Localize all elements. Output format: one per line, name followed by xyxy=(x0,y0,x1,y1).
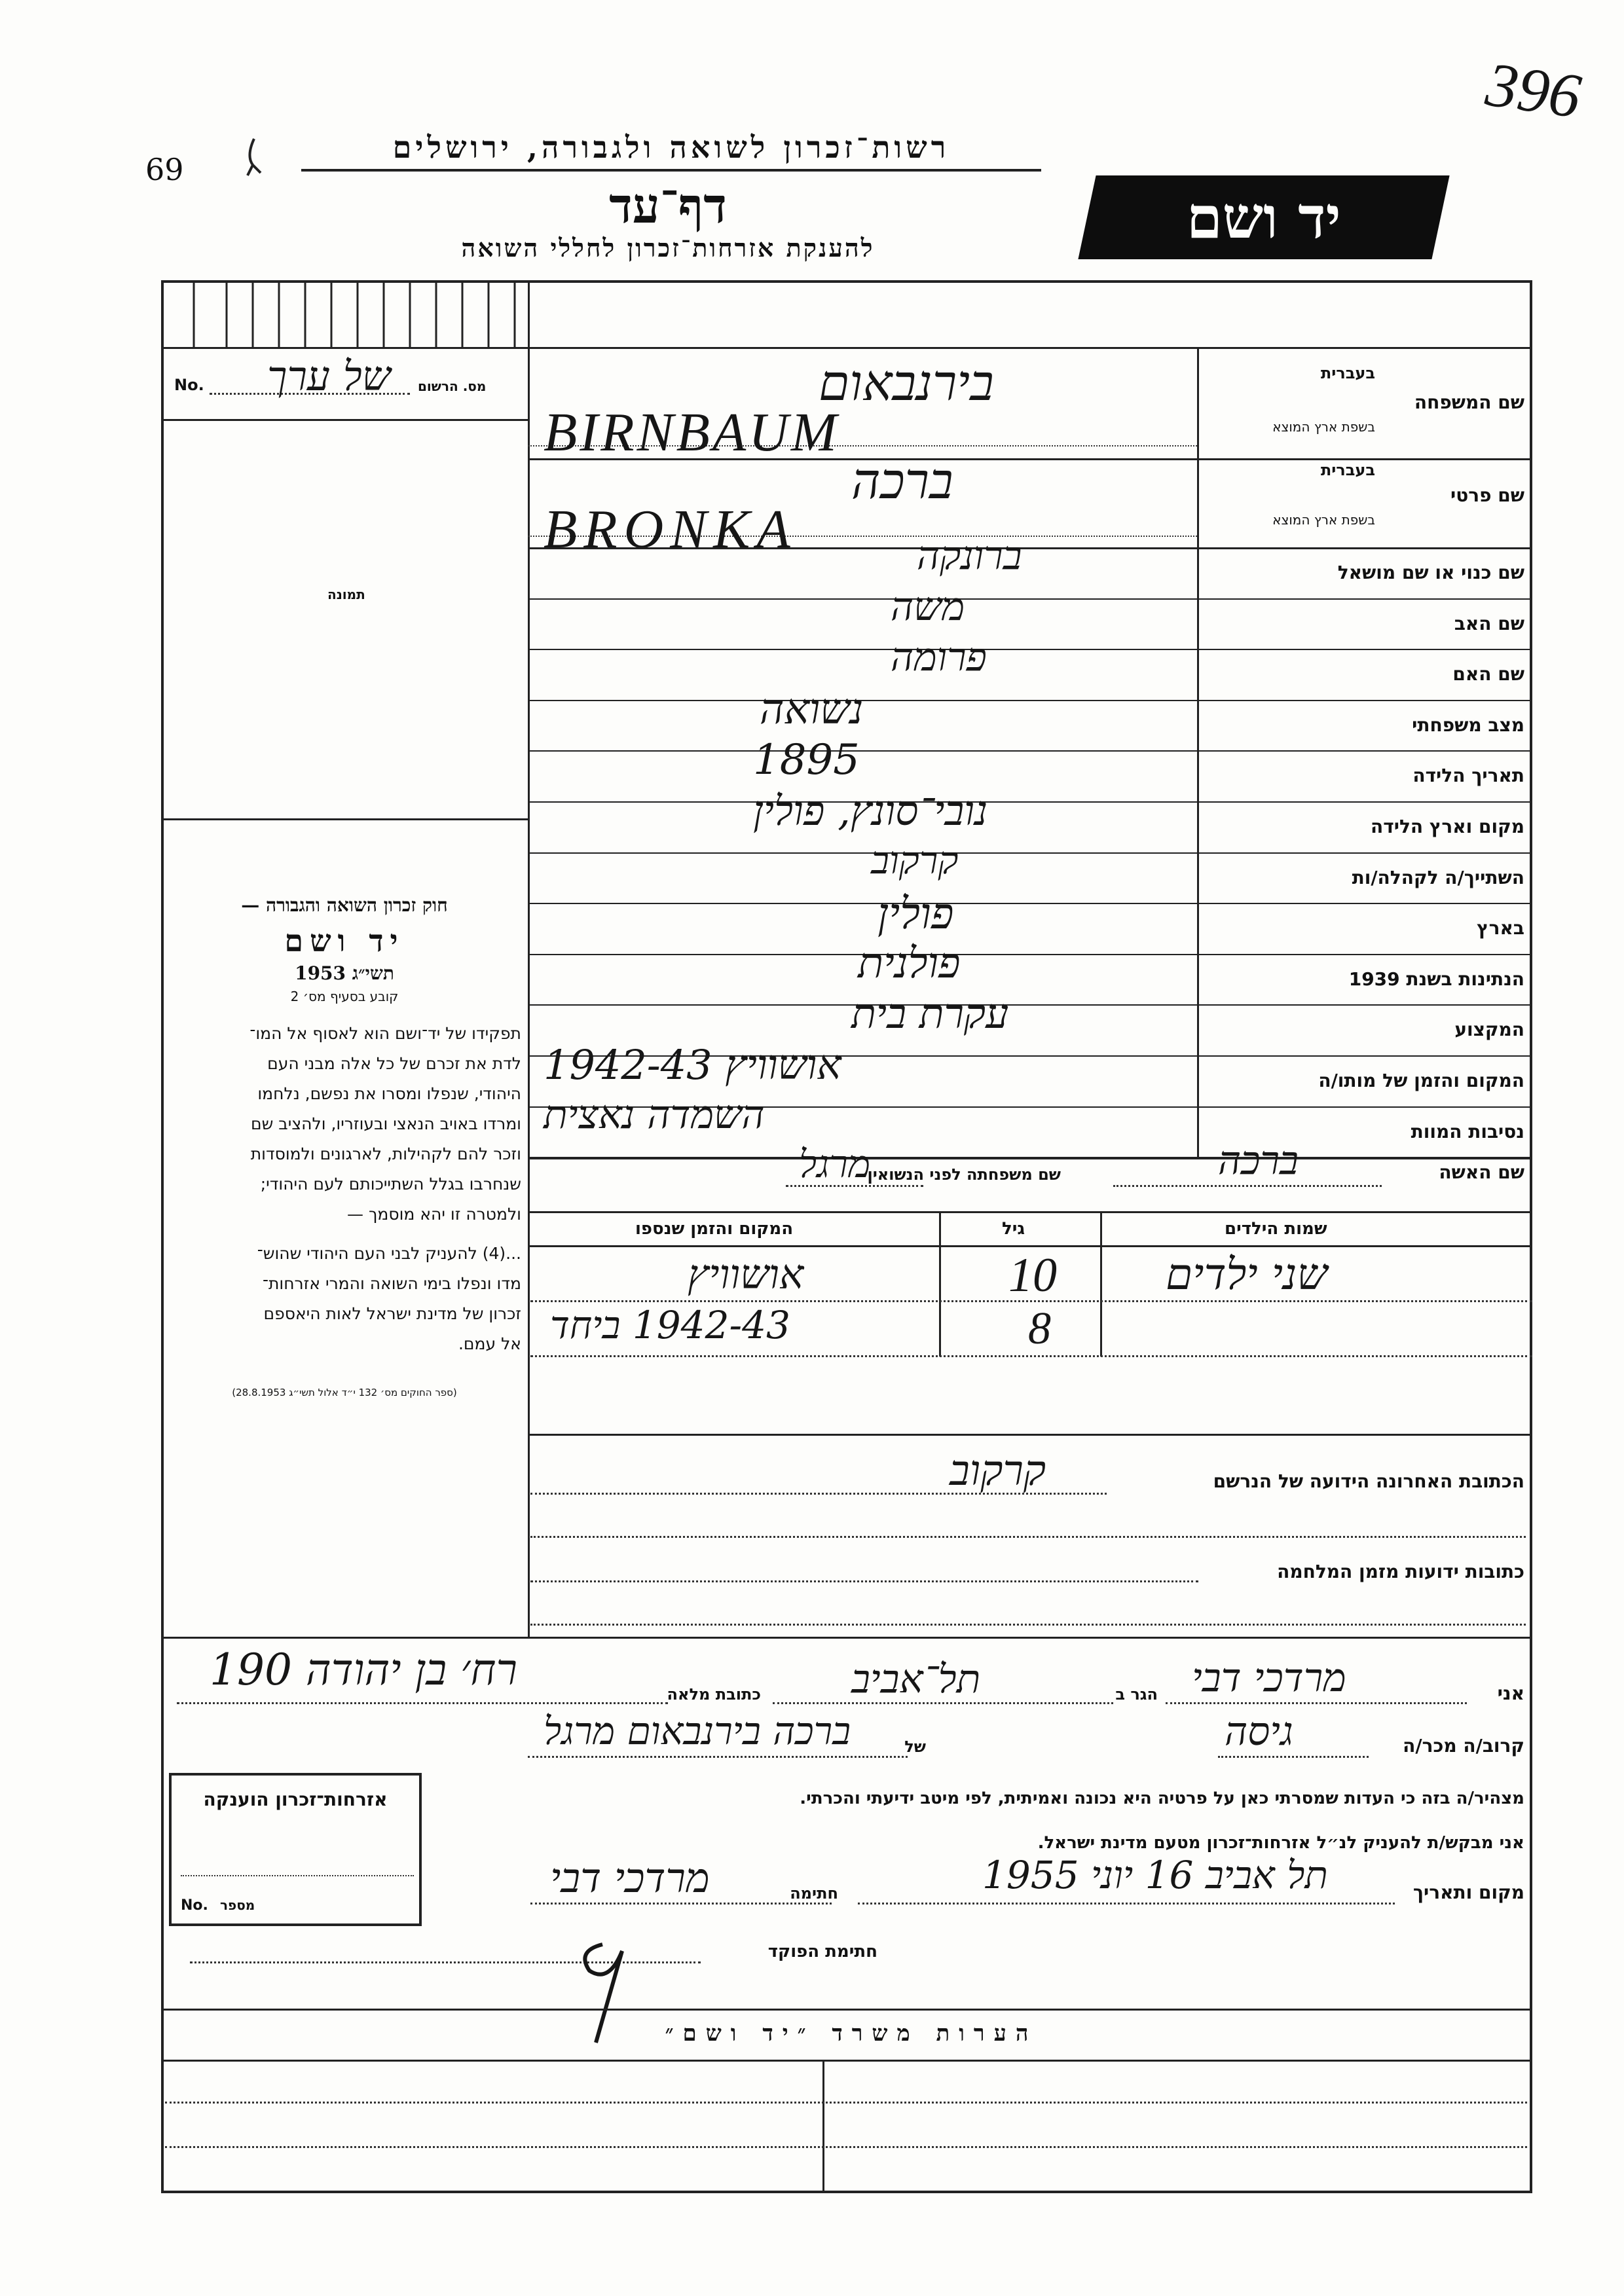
law-line: מדו ונפלו בימי השואה והמרי אזרחות־ xyxy=(262,1274,521,1293)
photo-label: תמונה xyxy=(327,587,365,602)
declarant-name: מרדכי דבי xyxy=(1192,1655,1346,1701)
law-line: ולמטרה זו יהא מוסמך — xyxy=(347,1205,521,1224)
row-value: נשואה xyxy=(760,685,864,734)
place-date-value: תל אביב 16 יוני 1955 xyxy=(982,1853,1328,1897)
form-subtitle: להענקת אזרחות־זכרון לחללי השואה xyxy=(461,233,875,263)
declarant-i-label: אני xyxy=(1497,1683,1524,1704)
row-label: הנתינות בשנת 1939 xyxy=(1348,968,1524,990)
stamp-mark-icon xyxy=(241,136,267,179)
law-block xyxy=(168,894,521,1398)
spouse-label: שם האשה xyxy=(1439,1161,1524,1183)
top-right-number: 396 xyxy=(1482,48,1585,132)
children-header-names: שמות הילדים xyxy=(1225,1219,1327,1239)
row-value: אושוויץ 1942-43 xyxy=(544,1041,841,1089)
signature-label: חתימה xyxy=(790,1884,838,1903)
citizenship-box xyxy=(169,1773,422,1926)
declarant-address: רח׳ בן יהודה 190 xyxy=(210,1645,517,1695)
spouse-maiden-value: מרגל xyxy=(799,1142,871,1186)
declarant-of-label: של xyxy=(904,1738,926,1756)
field-sub-hebrew: בעברית xyxy=(1320,461,1375,479)
row-value: פולין xyxy=(877,888,954,939)
family-name-hebrew: בירנבאום xyxy=(819,354,994,412)
declarant-city: תל־אביב xyxy=(851,1656,981,1702)
row-label: המקום והזמן של מותו/ה xyxy=(1318,1070,1524,1091)
declaration-text: מצהיר/ה בזה כי העדות שמסרתי כאן על פרטיה היא נכונה ואמיתית, לפי מיטב ידיעתי והכרתי. xyxy=(800,1789,1524,1808)
row-label: מצב משפחתי xyxy=(1412,714,1524,736)
last-address-label: הכתובת האחרונה הידועה של הנרשם xyxy=(1213,1470,1524,1492)
declarant-relation: גיסה xyxy=(1225,1709,1293,1755)
law-line: לדת את זכרם של כל אלה מבני העם xyxy=(267,1054,521,1073)
spouse-value: ברכה xyxy=(1218,1138,1299,1184)
row-label: שם כנוי או שם מושאל xyxy=(1337,562,1524,583)
citizenship-number-label: מספר xyxy=(220,1897,255,1913)
row-label: נסיבות המוות xyxy=(1411,1120,1524,1142)
law-line: זכרון של מדינת ישראל לאות היאספם xyxy=(263,1304,521,1323)
citizenship-no-label: No. xyxy=(181,1897,208,1914)
citizenship-box-title: אזרחות־זכרון הוענקה xyxy=(203,1789,388,1810)
declarant-of-value: ברכה בירנבאום מרגל xyxy=(544,1709,851,1753)
row-value: פרומה xyxy=(891,634,987,681)
children-place: אושוויץ xyxy=(688,1250,804,1298)
row-value: פולנית xyxy=(858,939,961,988)
field-sub-origin: בשפת ארץ המוצא xyxy=(1272,512,1375,528)
first-name-hebrew: ברכה xyxy=(851,452,953,510)
declarant-relation-label: קרוב/ה מכר/ה xyxy=(1403,1735,1524,1757)
field-sub-origin: בשפת ארץ המוצא xyxy=(1272,419,1375,435)
law-footnote: (ספר החוקים מס׳ 132 י״ד אלול תשי״ג 28.8.1953) xyxy=(232,1387,457,1398)
field-label-first-name: שם פרטי xyxy=(1450,484,1524,506)
row-value: השמדה נאצית xyxy=(544,1091,765,1138)
authority-line: רשות־זכרון לשואה ולגבורה, ירושלים xyxy=(301,130,1041,172)
form-title: דף־עד xyxy=(609,178,727,234)
yad-vashem-logo xyxy=(1078,175,1449,259)
registration-value: של ערך xyxy=(267,352,391,400)
law-line: ...(4) להעניק לבני העם היהודי שהוש־ xyxy=(257,1244,521,1263)
law-line: שנחרבו בגלל השתייכותם לעם היהודי; xyxy=(260,1175,521,1194)
office-notes-title: הערות משרד ״יד ושם״ xyxy=(665,2020,1038,2047)
row-label: שם האב xyxy=(1454,612,1524,634)
row-value: ברונקה xyxy=(917,533,1022,579)
row-value: קרקוב xyxy=(871,837,959,883)
law-paragraph-2 xyxy=(168,1239,521,1359)
row-label: מקום וארץ הלידה xyxy=(1371,816,1524,837)
wartime-address-label: כתובות ידועות מזמן המלחמה xyxy=(1277,1561,1524,1582)
declarant-resides-label: הגר ב xyxy=(1115,1685,1158,1704)
child-age-2: 8 xyxy=(1028,1303,1051,1354)
field-sub-hebrew: בעברית xyxy=(1320,364,1375,382)
row-label: שם האם xyxy=(1452,663,1524,685)
corner-number: 69 xyxy=(145,152,184,187)
law-title: חוק זכרון השואה והגבורה — xyxy=(241,894,448,916)
declarant-signature: מרדכי דבי xyxy=(550,1854,710,1902)
spouse-maiden-label: שם משפחתה לפני הנשואין xyxy=(867,1165,1061,1184)
row-value: 1895 xyxy=(753,736,860,785)
place-date-label: מקום ותאריך xyxy=(1412,1882,1524,1903)
law-clause: קובע בסעיף מס׳ 2 xyxy=(290,989,399,1004)
row-value: עקרת בית xyxy=(851,990,1009,1038)
row-value: משה xyxy=(891,583,965,630)
tick-strip xyxy=(161,282,528,347)
last-address-value: קרקוב xyxy=(950,1447,1046,1495)
children-header-age: גיל xyxy=(1002,1219,1025,1239)
logo-text: יד ושם xyxy=(1187,183,1341,251)
first-name-latin: BRONKA xyxy=(544,499,797,560)
row-label: בארץ xyxy=(1477,917,1524,939)
request-text: אני מבקש/ת להעניק לנ״ל אזרחות־זכרון מטעם מדינת ישראל. xyxy=(1037,1833,1524,1853)
law-line: תפקידו של יד־ושם הוא לאסוף אל המו־ xyxy=(249,1024,521,1043)
children-header-place: המקום והזמן שנספו xyxy=(635,1219,794,1239)
registration-row xyxy=(169,352,523,405)
law-year: תשי״ג 1953 xyxy=(295,962,394,984)
law-line: היהודי, שנפלו ומסרו את נפשם, נלחמו xyxy=(257,1084,521,1103)
family-name-latin: BIRNBAUM xyxy=(544,402,840,463)
law-paragraph-1 xyxy=(168,1019,521,1230)
row-label: תאריך הלידה xyxy=(1412,765,1524,787)
children-time: 1942-43 ביחד xyxy=(550,1303,790,1347)
row-label: השתייך/ה לקהלה/ות xyxy=(1352,866,1524,888)
declarant-address-label: כתובת מלאה xyxy=(667,1685,761,1704)
row-value: נובי־סונץ, פולין xyxy=(753,787,988,835)
child-age-1: 10 xyxy=(1008,1248,1057,1302)
registration-no-label: No. xyxy=(174,376,204,394)
field-label-family-name: שם המשפחה xyxy=(1414,392,1524,413)
row-label: המקצוע xyxy=(1454,1019,1524,1041)
children-names: שני ילדים xyxy=(1166,1249,1328,1300)
law-name: יד ושם xyxy=(284,923,405,958)
officer-signature-label: חתימת הפוקד xyxy=(767,1942,877,1961)
law-line: ומרדו באויב הנאצי ובעוזריו, ולהציב שם xyxy=(251,1114,521,1133)
law-line: אל עמם. xyxy=(458,1334,521,1353)
registration-label: מס. הרשום xyxy=(418,378,487,394)
law-line: וזכר להם לקהילות, לארגונים ולמוסדות xyxy=(250,1144,521,1163)
